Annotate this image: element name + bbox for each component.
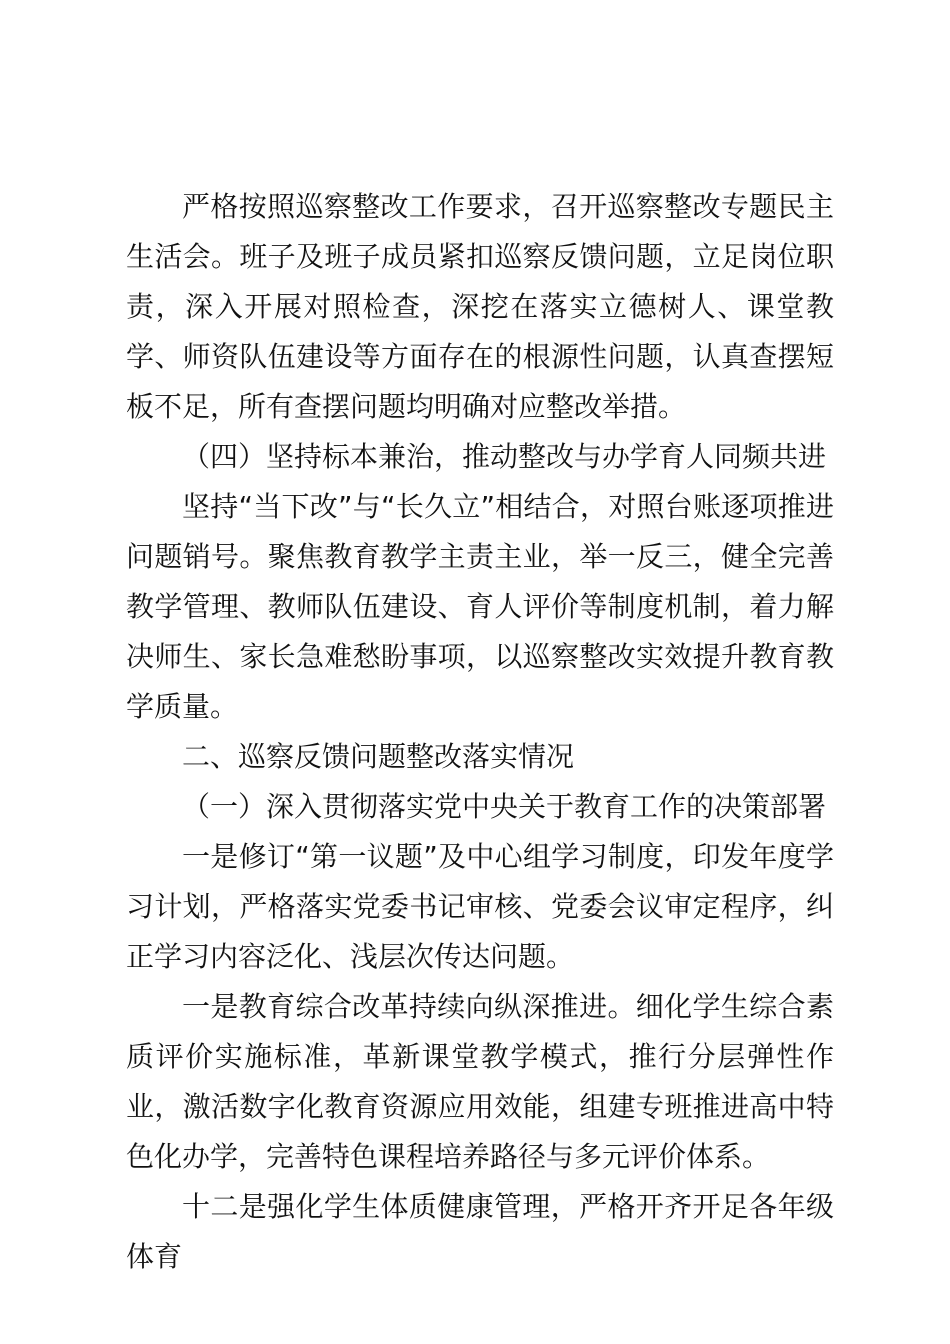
- document-body: [126, 182, 834, 1282]
- paragraph-rectification-progress: 坚持“当下改”与“长久立”相结合，对照台账逐项推进问题销号。聚焦教育教学主责主业，举一反三，健全完善教学管理、教师队伍建设、育人评价等制度机制，着力解决师生、家长急难愁盼事项，以巡察整改实效提升教育教学质量。: [126, 490, 834, 723]
- section-heading-one: （一）深入贯彻落实党中央关于教育工作的决策部署: [182, 790, 827, 823]
- paragraph-education-reform: 一是教育综合改革持续向纵深推进。细化学生综合素质评价实施标准，革新课堂教学模式，推行分层弹性作业，激活数字化教育资源应用效能，组建专班推进高中特色化办学，完善特色课程培养路径与多元评价体系。: [126, 990, 834, 1173]
- paragraph-study-system: 一是修订“第一议题”及中心组学习制度，印发年度学习计划，严格落实党委书记审核、党委会议审定程序，纠正学习内容泛化、浅层次传达问题。: [126, 840, 834, 973]
- chapter-heading-two: 二、巡察反馈问题整改落实情况: [182, 740, 575, 773]
- paragraph-physical-health: 十二是强化学生体质健康管理，严格开齐开足各年级体育: [126, 1190, 834, 1273]
- section-heading-four: （四）坚持标本兼治，推动整改与办学育人同频共进: [182, 440, 827, 473]
- paragraph-democratic-life-meeting: 严格按照巡察整改工作要求，召开巡察整改专题民主生活会。班子及班子成员紧扣巡察反馈问题，立足岗位职责，深入开展对照检查，深挖在落实立德树人、课堂教学、师资队伍建设等方面存在的根源性问题，认真查摆短板不足，所有查摆问题均明确对应整改举措。: [126, 190, 834, 423]
